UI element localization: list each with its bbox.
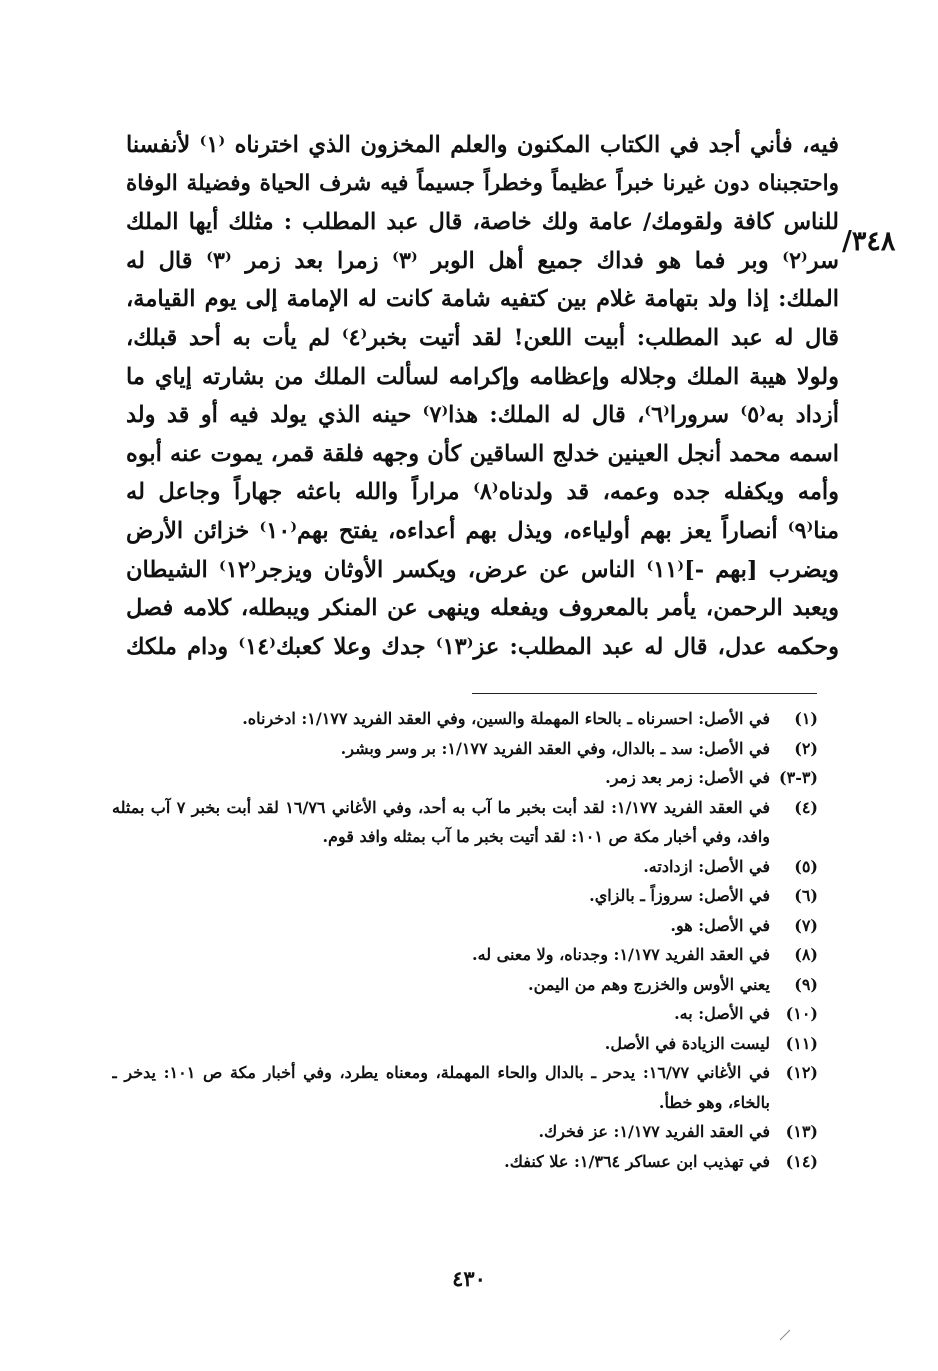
margin-page-reference: ٣٤٨/ <box>842 226 896 257</box>
footnote-number: (٥) <box>794 856 818 876</box>
footnote-text: في العقد الفريد ١/١٧٧: لقد أبت بخبر ما آب به أحد، وفي الأغاني ١٦/٧٦ لقد أبت بخبر ٧ آب بمثله وافد، وفي أخبار مكة ص ١٠١: لقد أتيت بخبر ما آب بمثله وافد قوم. <box>112 797 770 846</box>
main-text-line: قال له عبد المطلب: أبيت اللعن! لقد أتيت بخبر⁽٤⁾ لم يأت به أحد قبلك، <box>126 324 839 351</box>
footnote-text: في العقد الفريد ١/١٧٧: عز فخرك. <box>538 1122 770 1141</box>
footnote <box>112 1147 818 1177</box>
footnote-number: (٤) <box>794 797 818 817</box>
footnote <box>112 970 818 1000</box>
main-text-line: وأمه ويكفله جده وعمه، قد ولدناه⁽٨⁾ مراراً والله باعثه جهاراً وجاعل له <box>126 479 839 506</box>
footnote-number: (١٤) <box>785 1151 818 1171</box>
footnote-text: في الأصل: سروزاً ـ بالزاي. <box>589 886 770 905</box>
main-text-line: ويعبد الرحمن، يأمر بالمعروف ويفعله وينهى عن المنكر ويبطله، كلامه فصل <box>126 595 839 622</box>
footnotes-list <box>112 704 818 1176</box>
footnote <box>112 1117 818 1147</box>
footnote-number: (٢) <box>794 738 818 758</box>
footnote-text: في الأصل: احسرناه ـ بالحاء المهملة والسين، وفي العقد الفريد ١/١٧٧: ادخرناه. <box>242 709 770 728</box>
main-text-line: سر⁽٢⁾ وبر فما هو فداك جميع أهل الوبر ⁽٣⁾ زمرا بعد زمر ⁽٣⁾ قال له <box>126 247 839 274</box>
footnote-number: (١٠) <box>785 1004 818 1023</box>
footnote-number: (١) <box>794 709 818 728</box>
footnote-number: (١٢) <box>785 1063 818 1082</box>
main-text-line: للناس كافة ولقومك/ عامة ولك خاصة، قال عبد المطلب : مثلك أيها الملك <box>126 209 839 236</box>
footnote-number: (٩) <box>794 974 818 994</box>
footnote <box>112 881 818 911</box>
footnote <box>112 911 818 941</box>
footnote-text: يعني الأوس والخزرج وهم من اليمن. <box>528 974 770 994</box>
main-text-line: الملك: إذا ولد بتهامة غلام بين كتفيه شامة كانت له الإمامة إلى يوم القيامة، <box>126 286 839 313</box>
footnote <box>112 852 818 882</box>
footnote-text: في العقد الفريد ١/١٧٧: وجدناه، ولا معنى له. <box>472 945 770 964</box>
main-text-line: اسمه محمد أنجل العينين خدلج الساقين كأن وجهه فلقة قمر، يموت عنه أبوه <box>126 440 839 467</box>
footnote-number: (١١) <box>785 1033 818 1053</box>
main-text-line: وحكمه عدل، قال له عبد المطلب: عز⁽١٣⁾ جدك وعلا كعبك⁽١٤⁾ ودام ملكك <box>126 633 839 660</box>
footnote <box>112 734 818 764</box>
footnote-text: في الأصل: هو. <box>670 915 770 935</box>
main-text-block <box>126 126 839 666</box>
footnote-text: في الأغاني ١٦/٧٧: يدحر ـ بالدال والحاء المهملة، ومعناه يطرد، وفي أخبار مكة ص ١٠١: يدخر ـ بالخاء، وهو خطأ. <box>112 1063 770 1112</box>
footnote <box>112 1029 818 1059</box>
footnote-text: في الأصل: ازدادته. <box>643 856 770 876</box>
footnote <box>112 1058 818 1117</box>
footnote-number: (٧) <box>794 915 818 935</box>
footnote <box>112 999 818 1029</box>
footnote <box>112 763 818 793</box>
footnote-text: في تهذيب ابن عساكر ١/٣٦٤: علا كنفك. <box>504 1151 770 1171</box>
main-text-line: منا⁽٩⁾ أنصاراً يعز بهم أولياءه، ويذل بهم أعداءه، يفتح بهم⁽١٠⁾ خزائن الأرض <box>126 517 839 544</box>
footnote-text: في الأصل: سد ـ بالدال، وفي العقد الفريد ١/١٧٧: بر وسر وبشر. <box>340 738 770 758</box>
main-text-line: أزداد به⁽٥⁾ سرورا⁽٦⁾، قال له الملك: هذا⁽٧⁾ حينه الذي يولد فيه أو قد ولد <box>126 402 839 429</box>
footnote-number: (١٣) <box>785 1122 818 1141</box>
footnote-number: (٦) <box>794 886 818 905</box>
footnote-text: ليست الزيادة في الأصل. <box>604 1033 770 1053</box>
main-text-line: ولولا هيبة الملك وجلاله وإعظامه وإكرامه لسألت الملك من بشارته إياي ما <box>126 363 839 390</box>
footnote <box>112 940 818 970</box>
footnote-number: (٣-٣) <box>779 768 818 787</box>
page-number: ٤٣٠ <box>452 1266 486 1291</box>
scan-speck-mark <box>776 1324 796 1344</box>
footnote-text: في الأصل: زمر بعد زمر. <box>605 768 770 787</box>
footnote <box>112 793 818 852</box>
main-text-line: واحتجبناه دون غيرنا خبراً عظيماً وخطراً جسيماً فيه شرف الحياة وفضيلة الوفاة <box>126 170 839 196</box>
footnote <box>112 704 818 734</box>
main-text-line: فيه، فأني أجد في الكتاب المكنون والعلم المخزون الذي اخترناه ⁽١⁾ لأنفسنا <box>126 132 839 158</box>
footnote-number: (٨) <box>794 945 818 964</box>
footnote-separator <box>472 693 817 694</box>
footnote-text: في الأصل: به. <box>674 1004 770 1023</box>
main-text-line: ويضرب [بهم -]⁽١١⁾ الناس عن عرض، ويكسر الأوثان ويزجر⁽١٢⁾ الشيطان <box>126 556 839 583</box>
